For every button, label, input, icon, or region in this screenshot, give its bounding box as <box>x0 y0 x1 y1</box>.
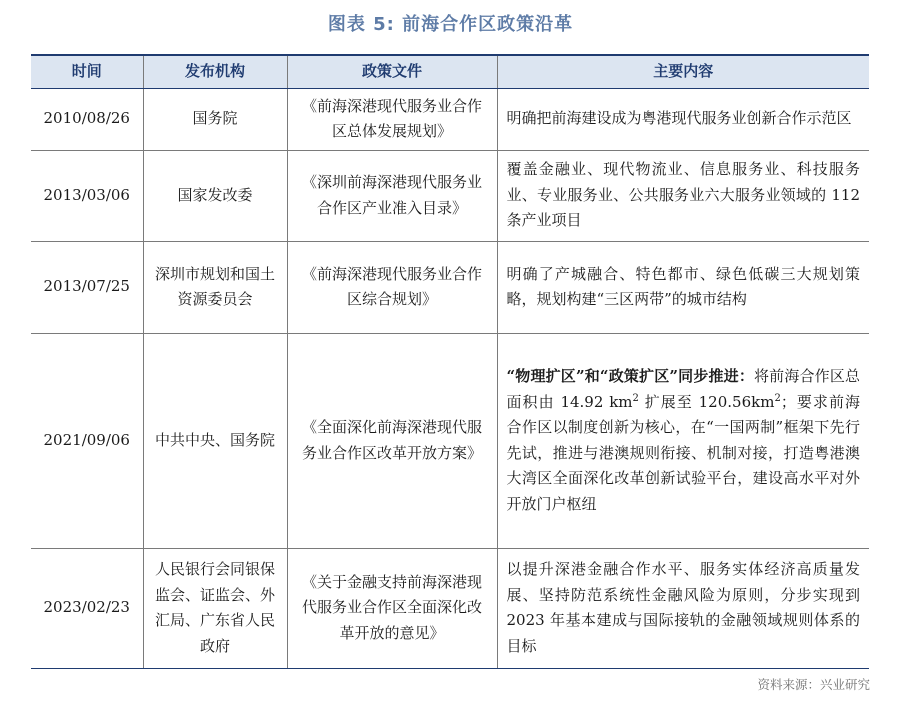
cell-doc: 《深圳前海深港现代服务业合作区产业准入目录》 <box>287 151 497 242</box>
cell-time: 2023/02/23 <box>31 549 143 669</box>
cell-org: 国务院 <box>143 89 287 151</box>
table-row <box>31 151 869 242</box>
cell-content: 明确把前海建设成为粤港现代服务业创新合作示范区 <box>497 89 869 151</box>
header-content: 主要内容 <box>497 55 869 89</box>
cell-doc: 《前海深港现代服务业合作区综合规划》 <box>287 242 497 334</box>
header-org: 发布机构 <box>143 55 287 89</box>
cell-org: 人民银行会同银保监会、证监会、外汇局、广东省人民政府 <box>143 549 287 669</box>
cell-time: 2013/03/06 <box>31 151 143 242</box>
superscript: 2 <box>632 392 639 404</box>
policy-table <box>31 54 869 669</box>
cell-content <box>497 334 869 549</box>
table-header-row <box>31 55 869 89</box>
content-part-a: 将前海合作区总面积由 14.92 km <box>506 367 860 411</box>
table-row <box>31 89 869 151</box>
header-doc: 政策文件 <box>287 55 497 89</box>
cell-time: 2021/09/06 <box>31 334 143 549</box>
table-row <box>31 549 869 669</box>
table-row <box>31 242 869 334</box>
content-highlight: “物理扩区”和“政策扩区”同步推进： <box>506 367 754 385</box>
cell-time: 2010/08/26 <box>31 89 143 151</box>
cell-org: 中共中央、国务院 <box>143 334 287 549</box>
figure-title: 图表 5: 前海合作区政策沿革 <box>327 14 574 35</box>
content-part-b: 扩展至 120.56km <box>638 392 775 411</box>
table-row <box>31 334 869 549</box>
cell-content: 覆盖金融业、现代物流业、信息服务业、科技服务业、专业服务业、公共服务业六大服务业领域的 112 条产业项目 <box>497 151 869 242</box>
header-time: 时间 <box>31 55 143 89</box>
cell-doc: 《前海深港现代服务业合作区总体发展规划》 <box>287 89 497 151</box>
cell-content: 明确了产城融合、特色都市、绿色低碳三大规划策略，规划构建“三区两带”的城市结构 <box>497 242 869 334</box>
cell-org: 国家发改委 <box>143 151 287 242</box>
content-part-c: ；要求前海合作区以制度创新为核心，在“一国两制”框架下先行先试，推进与港澳规则衔接、机制对接，打造粤港澳大湾区全面深化改革创新试验平台，建设高水平对外开放门户枢纽 <box>506 392 860 513</box>
cell-content: 以提升深港金融合作水平、服务实体经济高质量发展、坚持防范系统性金融风险为原则，分步实现到 2023 年基本建成与国际接轨的金融领域规则体系的目标 <box>497 549 869 669</box>
source-note: 资料来源：兴业研究 <box>757 677 870 692</box>
cell-doc: 《全面深化前海深港现代服务业合作区改革开放方案》 <box>287 334 497 549</box>
cell-time: 2013/07/25 <box>31 242 143 334</box>
cell-doc: 《关于金融支持前海深港现代服务业合作区全面深化改革开放的意见》 <box>287 549 497 669</box>
cell-org: 深圳市规划和国土资源委员会 <box>143 242 287 334</box>
superscript: 2 <box>774 392 781 404</box>
